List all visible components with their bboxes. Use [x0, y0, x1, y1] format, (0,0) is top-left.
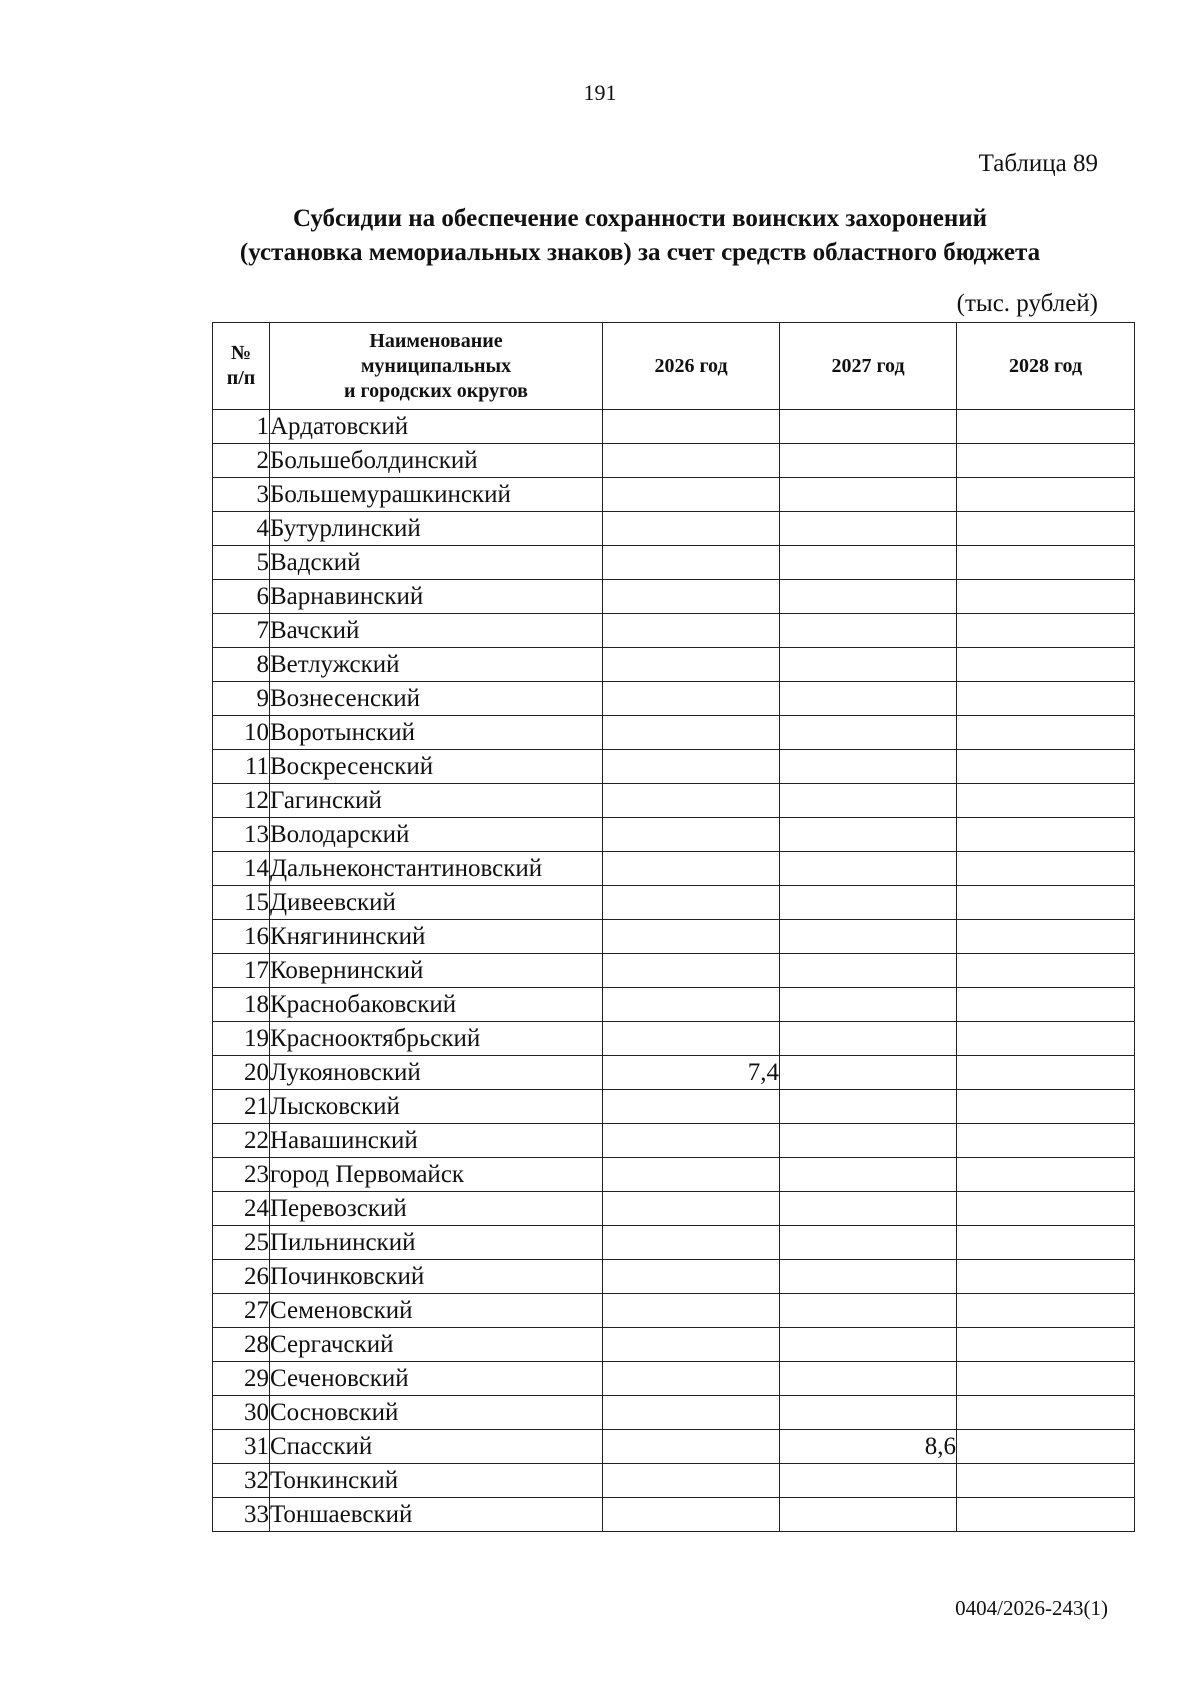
- municipality-name: Воротынский: [270, 716, 603, 750]
- table-row: [213, 546, 1135, 580]
- value-2028: [957, 750, 1135, 784]
- row-number: 10: [213, 716, 270, 750]
- table-row: [213, 750, 1135, 784]
- table-row: [213, 954, 1135, 988]
- value-2027: [780, 1260, 957, 1294]
- table-row: [213, 1158, 1135, 1192]
- value-2026: [603, 1090, 780, 1124]
- value-2027: [780, 1294, 957, 1328]
- row-number: 7: [213, 614, 270, 648]
- table-row: [213, 444, 1135, 478]
- value-2027: [780, 512, 957, 546]
- municipality-name: Большеболдинский: [270, 444, 603, 478]
- row-number: 5: [213, 546, 270, 580]
- value-2027: [780, 648, 957, 682]
- table-row: [213, 1362, 1135, 1396]
- municipality-name: Пильнинский: [270, 1226, 603, 1260]
- table-row: [213, 1192, 1135, 1226]
- table-row: [213, 1498, 1135, 1532]
- value-2028: [957, 852, 1135, 886]
- row-number: 8: [213, 648, 270, 682]
- value-2026: 7,4: [603, 1056, 780, 1090]
- row-number: 20: [213, 1056, 270, 1090]
- value-2027: [780, 920, 957, 954]
- table-row: [213, 1090, 1135, 1124]
- header-number: № п/п: [213, 323, 270, 410]
- value-2026: [603, 410, 780, 444]
- table-row: [213, 818, 1135, 852]
- table-row: [213, 1022, 1135, 1056]
- value-2028: [957, 614, 1135, 648]
- value-2026: [603, 478, 780, 512]
- value-2028: [957, 988, 1135, 1022]
- value-2027: [780, 546, 957, 580]
- municipality-name: Навашинский: [270, 1124, 603, 1158]
- value-2027: [780, 1158, 957, 1192]
- value-2028: [957, 682, 1135, 716]
- value-2028: [957, 886, 1135, 920]
- value-2026: [603, 954, 780, 988]
- row-number: 16: [213, 920, 270, 954]
- value-2027: [780, 886, 957, 920]
- row-number: 21: [213, 1090, 270, 1124]
- municipality-name: Сеченовский: [270, 1362, 603, 1396]
- table-row: [213, 988, 1135, 1022]
- value-2028: [957, 1328, 1135, 1362]
- row-number: 1: [213, 410, 270, 444]
- row-number: 12: [213, 784, 270, 818]
- row-number: 2: [213, 444, 270, 478]
- municipality-name: Дальнеконстантиновский: [270, 852, 603, 886]
- row-number: 24: [213, 1192, 270, 1226]
- value-2028: [957, 818, 1135, 852]
- table-row: [213, 1464, 1135, 1498]
- row-number: 13: [213, 818, 270, 852]
- row-number: 29: [213, 1362, 270, 1396]
- value-2026: [603, 648, 780, 682]
- value-2026: [603, 988, 780, 1022]
- row-number: 31: [213, 1430, 270, 1464]
- value-2028: [957, 954, 1135, 988]
- row-number: 26: [213, 1260, 270, 1294]
- value-2027: [780, 784, 957, 818]
- row-number: 32: [213, 1464, 270, 1498]
- municipality-name: Семеновский: [270, 1294, 603, 1328]
- value-2028: [957, 546, 1135, 580]
- value-2027: [780, 988, 957, 1022]
- value-2027: [780, 954, 957, 988]
- units-label: (тыс. рублей): [956, 290, 1098, 317]
- municipality-name: город Первомайск: [270, 1158, 603, 1192]
- value-2026: [603, 682, 780, 716]
- row-number: 17: [213, 954, 270, 988]
- table-row: [213, 1056, 1135, 1090]
- municipality-name: Варнавинский: [270, 580, 603, 614]
- municipality-name: Гагинский: [270, 784, 603, 818]
- municipality-name: Большемурашкинский: [270, 478, 603, 512]
- value-2027: [780, 478, 957, 512]
- row-number: 18: [213, 988, 270, 1022]
- row-number: 25: [213, 1226, 270, 1260]
- value-2026: [603, 580, 780, 614]
- value-2028: [957, 1226, 1135, 1260]
- value-2026: [603, 614, 780, 648]
- value-2028: [957, 1260, 1135, 1294]
- table-row: [213, 920, 1135, 954]
- table-row: [213, 580, 1135, 614]
- row-number: 27: [213, 1294, 270, 1328]
- row-number: 23: [213, 1158, 270, 1192]
- value-2028: [957, 1430, 1135, 1464]
- value-2026: [603, 444, 780, 478]
- value-2026: [603, 1464, 780, 1498]
- header-2026: 2026 год: [603, 323, 780, 410]
- municipality-name: Тонкинский: [270, 1464, 603, 1498]
- value-2027: [780, 444, 957, 478]
- value-2027: [780, 1464, 957, 1498]
- table-row: [213, 410, 1135, 444]
- row-number: 3: [213, 478, 270, 512]
- header-2028: 2028 год: [957, 323, 1135, 410]
- table-row: [213, 1226, 1135, 1260]
- value-2026: [603, 750, 780, 784]
- municipality-name: Сосновский: [270, 1396, 603, 1430]
- value-2028: [957, 410, 1135, 444]
- value-2027: [780, 716, 957, 750]
- value-2028: [957, 1396, 1135, 1430]
- value-2026: [603, 1158, 780, 1192]
- value-2027: [780, 682, 957, 716]
- value-2028: [957, 1090, 1135, 1124]
- value-2026: [603, 1260, 780, 1294]
- value-2026: [603, 1328, 780, 1362]
- municipality-name: Бутурлинский: [270, 512, 603, 546]
- municipality-name: Княгининский: [270, 920, 603, 954]
- value-2027: [780, 580, 957, 614]
- municipality-name: Ардатовский: [270, 410, 603, 444]
- row-number: 6: [213, 580, 270, 614]
- value-2028: [957, 444, 1135, 478]
- value-2028: [957, 1362, 1135, 1396]
- municipality-name: Вачский: [270, 614, 603, 648]
- table-row: [213, 716, 1135, 750]
- value-2028: [957, 580, 1135, 614]
- value-2028: [957, 478, 1135, 512]
- table-row: [213, 886, 1135, 920]
- value-2027: [780, 1056, 957, 1090]
- table-row: [213, 1124, 1135, 1158]
- table-body: [213, 410, 1135, 1532]
- municipality-name: Вадский: [270, 546, 603, 580]
- row-number: 9: [213, 682, 270, 716]
- municipality-name: Краснобаковский: [270, 988, 603, 1022]
- value-2026: [603, 716, 780, 750]
- table-row: [213, 784, 1135, 818]
- value-2028: [957, 1124, 1135, 1158]
- value-2028: [957, 1498, 1135, 1532]
- header-2027: 2027 год: [780, 323, 957, 410]
- value-2026: [603, 784, 780, 818]
- municipality-name: Дивеевский: [270, 886, 603, 920]
- municipality-name: Ковернинский: [270, 954, 603, 988]
- value-2028: [957, 1056, 1135, 1090]
- header-municipality-name: Наименование муниципальных и городских округов: [270, 323, 603, 410]
- municipality-name: Починковский: [270, 1260, 603, 1294]
- table-row: [213, 1430, 1135, 1464]
- municipality-name: Тоншаевский: [270, 1498, 603, 1532]
- table-row: [213, 1328, 1135, 1362]
- table-row: [213, 852, 1135, 886]
- value-2026: [603, 920, 780, 954]
- value-2026: [603, 512, 780, 546]
- row-number: 33: [213, 1498, 270, 1532]
- municipality-name: Вознесенский: [270, 682, 603, 716]
- table-row: [213, 512, 1135, 546]
- subsidies-table: [212, 322, 1135, 1532]
- value-2026: [603, 852, 780, 886]
- table-row: [213, 648, 1135, 682]
- value-2027: [780, 1328, 957, 1362]
- value-2028: [957, 512, 1135, 546]
- row-number: 11: [213, 750, 270, 784]
- value-2028: [957, 1192, 1135, 1226]
- municipality-name: Краснооктябрьский: [270, 1022, 603, 1056]
- value-2028: [957, 648, 1135, 682]
- title-line-1: Субсидии на обеспечение сохранности воинских захоронений: [292, 205, 988, 232]
- row-number: 15: [213, 886, 270, 920]
- row-number: 14: [213, 852, 270, 886]
- municipality-name: Сергачский: [270, 1328, 603, 1362]
- title-line-2: (установка мемориальных знаков) за счет средств областного бюджета: [239, 239, 1041, 266]
- page-number: 191: [583, 80, 617, 105]
- value-2026: [603, 818, 780, 852]
- table-row: [213, 1294, 1135, 1328]
- value-2027: 8,6: [780, 1430, 957, 1464]
- value-2027: [780, 852, 957, 886]
- value-2027: [780, 1396, 957, 1430]
- value-2028: [957, 1294, 1135, 1328]
- value-2026: [603, 1124, 780, 1158]
- value-2027: [780, 1226, 957, 1260]
- row-number: 30: [213, 1396, 270, 1430]
- value-2027: [780, 410, 957, 444]
- value-2026: [603, 546, 780, 580]
- value-2028: [957, 784, 1135, 818]
- value-2026: [603, 1362, 780, 1396]
- document-code: 0404/2026-243(1): [955, 1596, 1108, 1620]
- municipality-name: Перевозский: [270, 1192, 603, 1226]
- value-2028: [957, 1158, 1135, 1192]
- table-row: [213, 1396, 1135, 1430]
- table-row: [213, 614, 1135, 648]
- row-number: 22: [213, 1124, 270, 1158]
- table-row: [213, 478, 1135, 512]
- value-2027: [780, 750, 957, 784]
- municipality-name: Лысковский: [270, 1090, 603, 1124]
- value-2026: [603, 1192, 780, 1226]
- value-2028: [957, 1464, 1135, 1498]
- table-row: [213, 1260, 1135, 1294]
- table-header-row: [213, 323, 1135, 410]
- row-number: 28: [213, 1328, 270, 1362]
- value-2026: [603, 1022, 780, 1056]
- value-2027: [780, 818, 957, 852]
- document-title: [150, 202, 1130, 270]
- table-row: [213, 682, 1135, 716]
- value-2028: [957, 1022, 1135, 1056]
- value-2028: [957, 716, 1135, 750]
- value-2026: [603, 1226, 780, 1260]
- value-2027: [780, 1090, 957, 1124]
- value-2027: [780, 1192, 957, 1226]
- municipality-name: Лукояновский: [270, 1056, 603, 1090]
- value-2027: [780, 1362, 957, 1396]
- value-2027: [780, 1498, 957, 1532]
- table-label: Таблица 89: [978, 150, 1098, 177]
- municipality-name: Ветлужский: [270, 648, 603, 682]
- value-2028: [957, 920, 1135, 954]
- row-number: 19: [213, 1022, 270, 1056]
- municipality-name: Воскресенский: [270, 750, 603, 784]
- value-2026: [603, 1396, 780, 1430]
- value-2026: [603, 1430, 780, 1464]
- municipality-name: Спасский: [270, 1430, 603, 1464]
- value-2026: [603, 1294, 780, 1328]
- value-2026: [603, 1498, 780, 1532]
- value-2027: [780, 1124, 957, 1158]
- value-2027: [780, 614, 957, 648]
- row-number: 4: [213, 512, 270, 546]
- value-2026: [603, 886, 780, 920]
- value-2027: [780, 1022, 957, 1056]
- municipality-name: Володарский: [270, 818, 603, 852]
